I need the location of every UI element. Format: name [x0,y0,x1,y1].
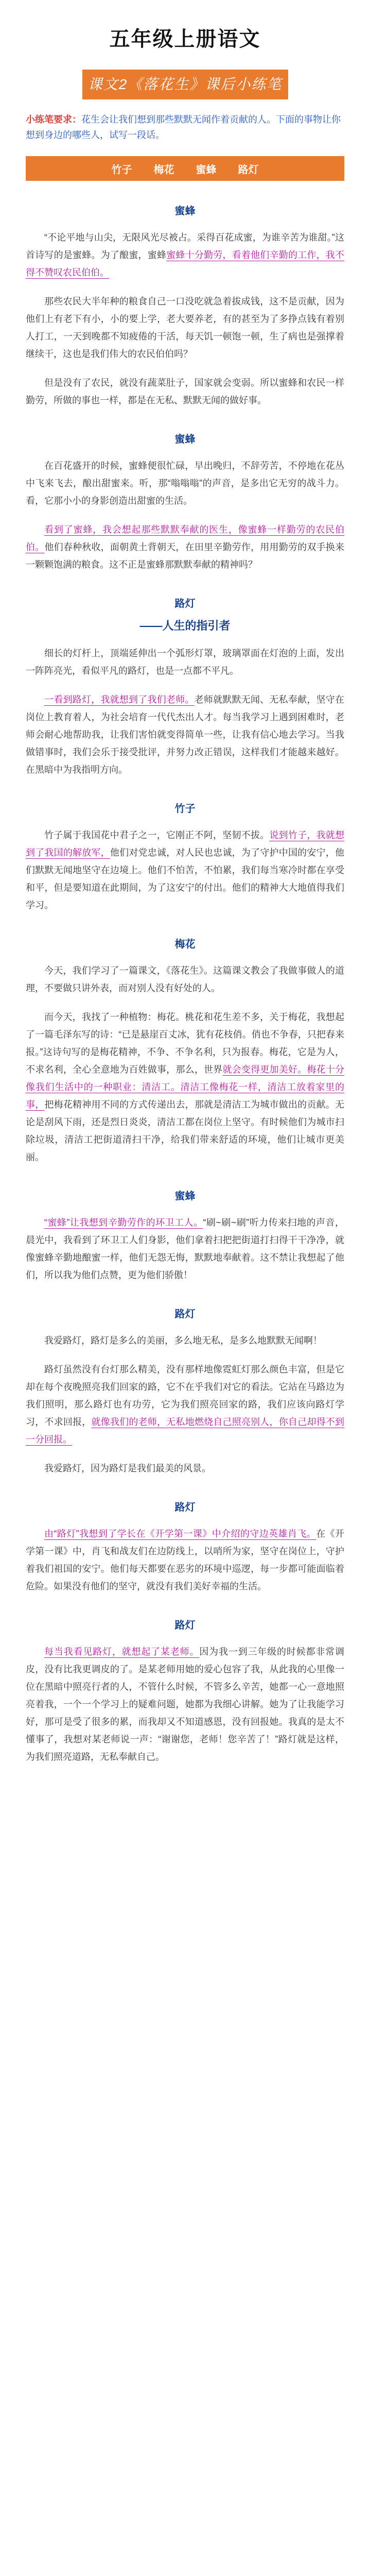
essay-paragraph [26,1332,344,1349]
essay-title: 梅花 [174,939,196,950]
essay-title: 路灯 [174,1309,196,1320]
essay-paragraph [26,1525,344,1595]
paragraph-text: 他们对党忠诚，对人民也忠诚，为了守护中国的安宁，他们默默无闻地坚守在边境上。他们不怕苦，不怕累，我们每当寒冷时都在享受和平，但是要知道在此期间，为了这安宁的付出。他们的精神大大地值得我们学习。 [26,848,345,910]
essay-paragraph [26,1643,344,1766]
paragraph-text: 今天，我们学习了一篇课文，《落花生》。这篇课文教会了我做事做人的道理，不要做只讲外表，而对别人没有好处的人。 [26,965,344,993]
essay-title: 竹子 [174,803,196,815]
paragraph-text: 老师就默默无闻、无私奉献，坚守在岗位上教育着人，为社会培育一代代杰出人才。每当我学习上遇到困难时，老师会耐心地帮助我，让我们害怕就变得简单一些，让我有信心地去学习。当我做错事时，我们会乐于接受批评，并努力改正错误，这样我们才能越来越好。在黑暗中为我指明方向。 [26,694,345,775]
essay-paragraph [26,521,344,573]
paragraph-text: “刷~刷~刷”听力传来扫地的声音，晨光中，我看到了环卫工人们身影，他们拿着扫把把街道打扫得干干净净，就像蜜蜂辛勤地酿蜜一样，他们无怨无悔，默默地奉献着。这不禁让我想起了他们，所以我为他们点赞，更为他们骄傲！ [26,1217,344,1280]
essay [26,431,344,573]
paragraph-text: 他们春种秋收，面朝黄土背朝天，在田里辛勤劳作，用用勤劳的双手换来一颗颗饱满的粮食。这不正是蜜蜂那默默奉献的精神吗？ [26,542,345,570]
highlighted-sentence: 看到了蜜蜂，我会想起那些默默奉献的医生，像蜜蜂一样勤劳的农民伯伯。 [26,524,344,552]
highlighted-sentence: 每当我看见路灯，就想起了某老师。 [44,1647,200,1657]
essay-subtitle: ——人生的指引者 [139,619,231,632]
essay-paragraph [26,1361,344,1448]
paragraph-text: 我爱路灯，路灯是多么的美丽，多么地无私，是多么地默默无闻啊！ [44,1335,322,1346]
highlighted-sentence: 说到竹子，我就想到了我国的解放军， [26,830,345,858]
lesson-subtitle-banner: 课文2《落花生》课后小练笔 [82,70,288,99]
essay [26,936,344,1166]
paragraph-text: 因为我一到三年级的时候都非常调皮，没有比我更调皮的了。是某老师用她的爱心包容了我，从此我的心里像一位在黑暗中照亮行者的人，不管什么时候，不管多么辛苦，她都一心一意地照亮着我，一个一个学习上的疑难问题，她都为我细心讲解。她为了让我能学习好，那可是受了很多的累，而我却又不知道感恩，没有回报她。我真的是太不懂事了，我想对某老师说一声：“谢谢您，老师！您辛苦了！”路灯就是这样，为我们照亮道路，无私奉献自己。 [26,1647,345,1762]
essay-paragraph [26,1214,344,1284]
task-requirement [26,112,344,143]
essay-title: 路灯 [174,598,196,609]
essay-title: 路灯 [174,1620,196,1631]
paragraph-text: 在《开学第一课》中，肖飞和战友们在边防线上，以哨所为家，坚守在岗位上，守护着我们祖国的安宁。他们每天都要在恶劣的环境中巡逻，每一步都可能面临着危险。如果没有他们的坚守，就没有我们美好幸福的生活。 [26,1529,344,1591]
essay-title: 路灯 [174,1502,196,1513]
essay-paragraph [26,1460,344,1477]
essay-title: 蜜蜂 [174,1191,196,1202]
topic-street-lamp: 路灯 [238,164,259,176]
highlighted-sentence: 就像我们的老师，无私地燃烧自己照亮别人，你自己却得不到一分回报。 [26,1417,344,1445]
essay [26,1306,344,1477]
page-title: 五年级上册语文 [109,28,261,50]
paragraph-text: 把梅花精神用不同的方式传递出去，那就是清洁工为城市做出的贡献。无论是刮风下雨，还是烈日炎炎，清洁工都在岗位上坚守。有时候他们为城市扫除垃圾，清洁工把街道清扫干净，给我们带来舒适的环境，他们让城市更美丽。 [26,1099,345,1162]
highlighted-sentence: 由“路灯”我想到了学长在《开学第一课》中介绍的守边英雄肖飞。 [44,1529,316,1539]
paragraph-text: 竹子属于我国花中君子之一，它刚正不阿，坚韧不拔。 [44,830,270,840]
paragraph-text: 细长的灯杆上，顶端延伸出一个弧形灯罩，玻璃罩面在灯泡的上面，发出一阵阵亮光，看似平凡的路灯，也是一点都不平凡。 [26,648,344,676]
essay-paragraph [26,457,344,510]
paragraph-text: 那些农民大半年种的粮食自己一口没吃就急着拔成钱，这不是贡献，因为他们上有老下有小，小的要上学，老大要养老，有的甚至为了多挣点钱有着别人打工，一天到晚都不知疲倦的干活，每天饥一顿饱一顿，生了病也是强撑着继续干，这也是我们伟大的农民伯伯吗？ [26,296,344,359]
essay-paragraph [26,229,344,281]
paragraph-text: 而今天，我找了一种植物：梅花。桃花和花生差不多，关于梅花，我想起了一篇毛泽东写的诗：“已是悬崖百丈冰，犹有花枝俏。俏也不争春，只把春来报。”这诗句写的是梅花精神，不争、不争名利，只为报春。梅花，它是为人，不求名利，全心全意地为百姓做事，那么，世界 [26,1012,344,1075]
essay [26,1617,344,1766]
paragraph-text: 但是没有了农民，就没有蔬菜肚子，国家就会变弱。所以蜜蜂和农民一样勤劳，所做的事也一样，都是在无私、默默无闻的做好事。 [26,378,344,405]
paragraph-text: 路灯虽然没有台灯那么精美，没有那样地像霓虹灯那么颜色丰富，但是它却在每个夜晚照亮我们回家的路，它不在乎我们对它的看法。它站在马路边为我们照明，那么路灯也有功劳，它为我们照亮回家的路，我们应该向路灯学习，不求回报， [26,1364,344,1427]
essay-paragraph [26,374,344,409]
essays [26,202,344,1766]
essay [26,1499,344,1595]
topic-bee: 蜜蜂 [196,164,217,176]
essay-title: 蜜蜂 [174,206,196,217]
essay [26,1188,344,1284]
essay-paragraph [26,962,344,997]
essay-title: 蜜蜂 [174,434,196,445]
essay-paragraph [26,293,344,363]
essay [26,800,344,914]
essay-paragraph [26,826,344,914]
highlighted-sentence: 一看到路灯，我就想到了我们老师。 [44,694,195,705]
essay-paragraph [26,1008,344,1166]
topics-bar [26,156,344,181]
essay-paragraph [26,645,344,680]
topic-plum-blossom: 梅花 [153,164,174,176]
essay [26,595,344,778]
highlighted-sentence: 就会变得更加美好。梅花十分像我们生活中的一种职业：清洁工。清洁工像梅花一样，清洁工放着家里的事， [26,1064,344,1110]
paragraph-text: 我爱路灯，因为路灯是我们最美的风景。 [44,1463,211,1473]
essay [26,202,344,409]
paragraph-text: 在百花盛开的时候，蜜蜂便很忙碌，早出晚归，不辞劳苦，不停地在花丛中飞来飞去，酿出甜蜜来。听，那“嗡嗡嗡”的声音，是多出它无穷的战斗力。看，它那小小的身影创造出甜蜜的生活。 [26,461,344,506]
topic-bamboo: 竹子 [111,164,132,176]
essay-paragraph [26,691,344,778]
highlighted-sentence: 蜜蜂十分勤劳，看着他们辛勤的工作，我不得不赞叹农民伯伯。 [26,250,345,278]
task-label: 小练笔要求： [26,114,81,125]
paragraph-text: “不论平地与山尖，无限风光尽被占。采得百花成蜜，为谁辛苦为谁甜。”这首诗写的是蜜蜂。为了酿蜜，蜜蜂 [26,232,344,260]
highlighted-sentence: “蜜蜂”让我想到辛勤劳作的环卫工人。 [44,1217,203,1228]
task-text: 花生会让我们想到那些默默无闻作着贡献的人。下面的事物让你想到身边的哪些人，试写一段话。 [26,114,341,140]
